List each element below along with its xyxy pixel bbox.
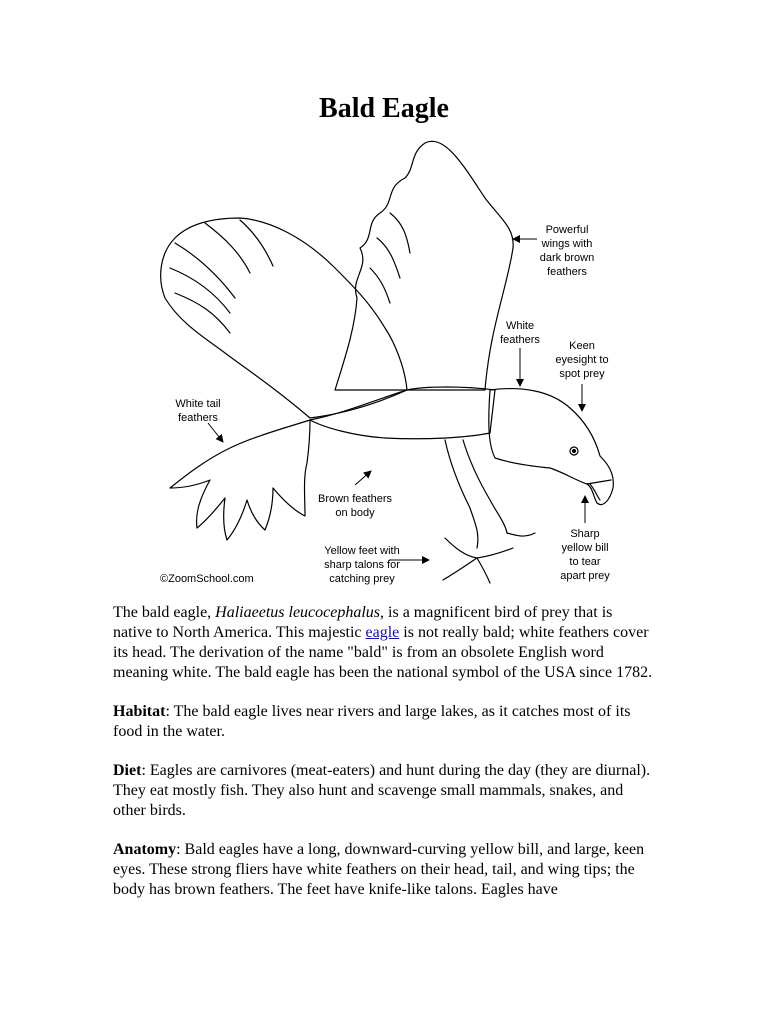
eagle-talons: [443, 533, 535, 583]
label-feet-1: Yellow feet with: [324, 545, 400, 557]
label-tail-1: White tail: [175, 398, 221, 410]
label-tail-2: feathers: [178, 412, 218, 424]
label-eyesight-3: spot prey: [559, 368, 605, 380]
eagle-tail: [170, 420, 310, 540]
article-body: [113, 603, 653, 919]
eagle-leg: [445, 440, 507, 548]
intro-text-1: The bald eagle,: [113, 604, 216, 621]
label-bill-1: Sharp: [570, 528, 600, 540]
label-wings-2: wings with: [541, 238, 593, 250]
page-title: Bald Eagle: [319, 93, 449, 124]
credit-label: ©ZoomSchool.com: [160, 573, 254, 585]
intro-text-3: is not really bald; white feathers cover its head. The derivation of the name "bald" is from an obsolete English word meaning white. The bald eagle has been the national symbol of the USA since 1782.: [113, 624, 653, 681]
diagram-labels: [175, 224, 610, 585]
intro-text-2: , is a magnificent bird of prey that is native to North America. This majestic: [113, 604, 613, 641]
diet-text: : Eagles are carnivores (meat-eaters) and hunt during the day (they are diurnal). They eat mostly fish. They also hunt and scavenge small mammals, snakes, and other birds.: [113, 762, 651, 819]
label-wings-1: Powerful: [545, 224, 589, 236]
label-body-1: Brown feathers: [318, 493, 392, 505]
eagle-head: [489, 389, 614, 505]
eagle-link[interactable]: eagle: [365, 624, 400, 641]
habitat-heading: Habitat: [113, 703, 166, 720]
label-white-feathers-1: White: [505, 320, 535, 332]
label-eyesight-2: eyesight to: [555, 354, 609, 366]
eagle-diagram: [145, 128, 625, 593]
habitat-paragraph: [113, 702, 653, 742]
species-name: Haliaeetus leucocephalus: [215, 604, 381, 621]
eagle-body: [310, 387, 495, 439]
label-wings-3: dark brown: [539, 252, 595, 264]
intro-paragraph: [113, 603, 653, 683]
label-wings-4: feathers: [547, 266, 587, 278]
anatomy-paragraph: [113, 840, 653, 900]
label-eyesight-1: Keen: [569, 340, 595, 352]
eagle-illustration: [145, 128, 625, 593]
label-feet-3: catching prey: [329, 573, 395, 585]
lower-wing: [161, 218, 407, 418]
diet-paragraph: [113, 761, 653, 821]
habitat-text: : The bald eagle lives near rivers and large lakes, as it catches most of its food in the water.: [113, 703, 631, 740]
label-bill-2: yellow bill: [561, 542, 609, 554]
label-body-2: on body: [335, 507, 375, 519]
diet-heading: Diet: [113, 762, 142, 779]
label-bill-3: to tear: [569, 556, 601, 568]
anatomy-heading: Anatomy: [113, 841, 177, 858]
anatomy-text: : Bald eagles have a long, downward-curving yellow bill, and large, keen eyes. These strong fliers have white feathers on their head, tail, and wing tips; the body has brown feathers. The feet have knife-like talons. Eagles have: [113, 841, 645, 898]
label-feet-2: sharp talons for: [324, 559, 400, 571]
label-white-feathers-2: feathers: [500, 334, 540, 346]
upper-wing: [335, 141, 513, 390]
label-bill-4: apart prey: [560, 570, 610, 582]
